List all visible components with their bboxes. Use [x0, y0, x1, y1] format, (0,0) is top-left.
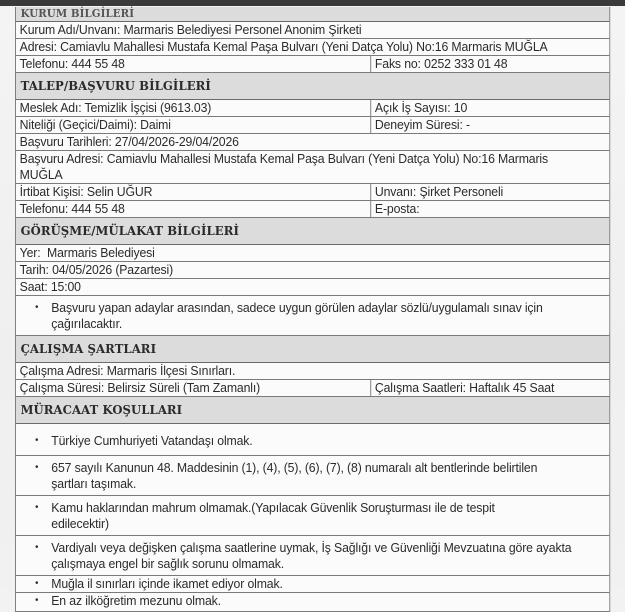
- irtibat-eposta: E-posta:: [374, 201, 420, 216]
- kurum-address-row: [16, 39, 609, 56]
- job-posting-form: [15, 7, 610, 612]
- muracaat-item-text: En az ilköğretim mezunu olmak.: [51, 593, 221, 608]
- irtibat-row: [16, 184, 609, 201]
- muracaat-item: [16, 496, 609, 536]
- nitelik-row: [16, 117, 609, 134]
- tarihler-row: [16, 134, 609, 151]
- section-header-kurum: [16, 7, 609, 22]
- section-header-gorusme: [16, 218, 609, 245]
- gorusme-saat: Saat: 15:00: [19, 279, 81, 294]
- basvuru-tarihleri: Başvuru Tarihleri: 27/04/2026-29/04/2026: [19, 134, 239, 149]
- irtibat-telefon: Telefonu: 444 55 48: [16, 201, 371, 217]
- bullet-icon: •: [35, 435, 39, 446]
- kurum-name-row: [16, 22, 609, 39]
- section-title: KURUM BİLGİLERİ: [20, 7, 135, 20]
- meslek-row: [16, 100, 609, 117]
- deneyim-suresi: Deneyim Süresi: -: [374, 117, 471, 132]
- kurum-fax: Faks no: 0252 333 01 48: [374, 56, 508, 71]
- bullet-icon: •: [35, 502, 39, 513]
- niteligi: Niteliği (Geçici/Daimi): Daimi: [16, 117, 371, 133]
- bullet-icon: •: [35, 462, 39, 473]
- meslek-adi: Meslek Adı: Temizlik İşçisi (9613.03): [16, 100, 371, 116]
- section-title: ÇALIŞMA ŞARTLARI: [20, 341, 157, 356]
- muracaat-item-text: Muğla il sınırları içinde ikamet ediyor olmak.: [51, 576, 283, 591]
- kurum-phone: Telefonu: 444 55 48: [16, 56, 371, 72]
- section-title: GÖRÜŞME/MÜLAKAT BİLGİLERİ: [20, 223, 239, 238]
- section-title: MÜRACAAT KOŞULLARI: [20, 402, 183, 417]
- calisma-sure-row: [16, 380, 609, 397]
- viewer-top-bar: [0, 0, 625, 6]
- muracaat-item-text: Kamu haklarından mahrum olmamak.(Yapılacak Güvenlik Soruşturması ile de tespit edilecektir): [51, 500, 495, 531]
- saat-row: [16, 279, 609, 296]
- section-header-calisma: [16, 336, 609, 363]
- irtibat-kisisi: İrtibat Kişisi: Selin UĞUR: [16, 184, 371, 200]
- calisma-suresi: Çalışma Süresi: Belirsiz Süreli (Tam Zamanlı): [16, 380, 371, 396]
- acik-is-sayisi: Açık İş Sayısı: 10: [374, 100, 468, 115]
- bullet-icon: •: [35, 302, 39, 313]
- muracaat-item: [16, 593, 609, 612]
- calisma-saatleri: Çalışma Saatleri: Haftalık 45 Saat: [374, 380, 555, 395]
- tarih-row: [16, 262, 609, 279]
- muracaat-item-text: Türkiye Cumhuriyeti Vatandaşı olmak.: [51, 433, 253, 448]
- muracaat-item-text: Vardiyalı veya değişken çalışma saatlerine uymak, İş Sağlığı ve Güvenliği Mevzuatına göre ayakta çalışmaya engel bir sağlık sorunu olmamak.: [51, 540, 572, 571]
- yer-row: [16, 245, 609, 262]
- gorusme-yer: Yer: Marmaris Belediyesi: [19, 245, 155, 260]
- kurum-name: Kurum Adı/Unvanı: Marmaris Belediyesi Personel Anonim Şirketi: [19, 22, 362, 37]
- gorusme-tarih: Tarih: 04/05/2026 (Pazartesi): [19, 262, 174, 277]
- muracaat-item: [16, 456, 609, 496]
- section-header-talep: [16, 73, 609, 100]
- gorusme-note: [16, 296, 609, 336]
- irtibat-unvan: Unvanı: Şirket Personeli: [374, 184, 504, 199]
- irtibat-contact-row: [16, 201, 609, 218]
- basvuru-adres-row: [16, 151, 609, 184]
- kurum-address: Adresi: Camiavlu Mahallesi Mustafa Kemal Paşa Bulvarı (Yeni Datça Yolu) No:16 Marmaris MUĞLA: [19, 39, 548, 54]
- calisma-adres-row: [16, 363, 609, 380]
- muracaat-item: [16, 576, 609, 593]
- gorusme-note-text: Başvuru yapan adaylar arasından, sadece uygun görülen adaylar sözlü/uygulamalı sınav için çağırılacaktır.: [51, 300, 543, 331]
- section-header-muracaat: [16, 397, 609, 424]
- bullet-icon: •: [35, 595, 39, 606]
- bullet-icon: •: [35, 578, 39, 589]
- section-title: TALEP/BAŞVURU BİLGİLERİ: [20, 78, 211, 93]
- kurum-contact-row: [16, 56, 609, 73]
- muracaat-item: [16, 536, 609, 576]
- muracaat-item-text: 657 sayılı Kanunun 48. Maddesinin (1), (4), (5), (6), (7), (8) numaralı alt bentlerinde belirtilen şartları taşımak.: [51, 460, 538, 491]
- bullet-icon: •: [35, 542, 39, 553]
- basvuru-adresi: Başvuru Adresi: Camiavlu Mahallesi Mustafa Kemal Paşa Bulvarı (Yeni Datça Yolu) No:16 Marmaris MUĞLA: [19, 151, 549, 182]
- muracaat-item: [16, 424, 609, 456]
- calisma-adresi: Çalışma Adresi: Marmaris İlçesi Sınırları.: [19, 363, 236, 378]
